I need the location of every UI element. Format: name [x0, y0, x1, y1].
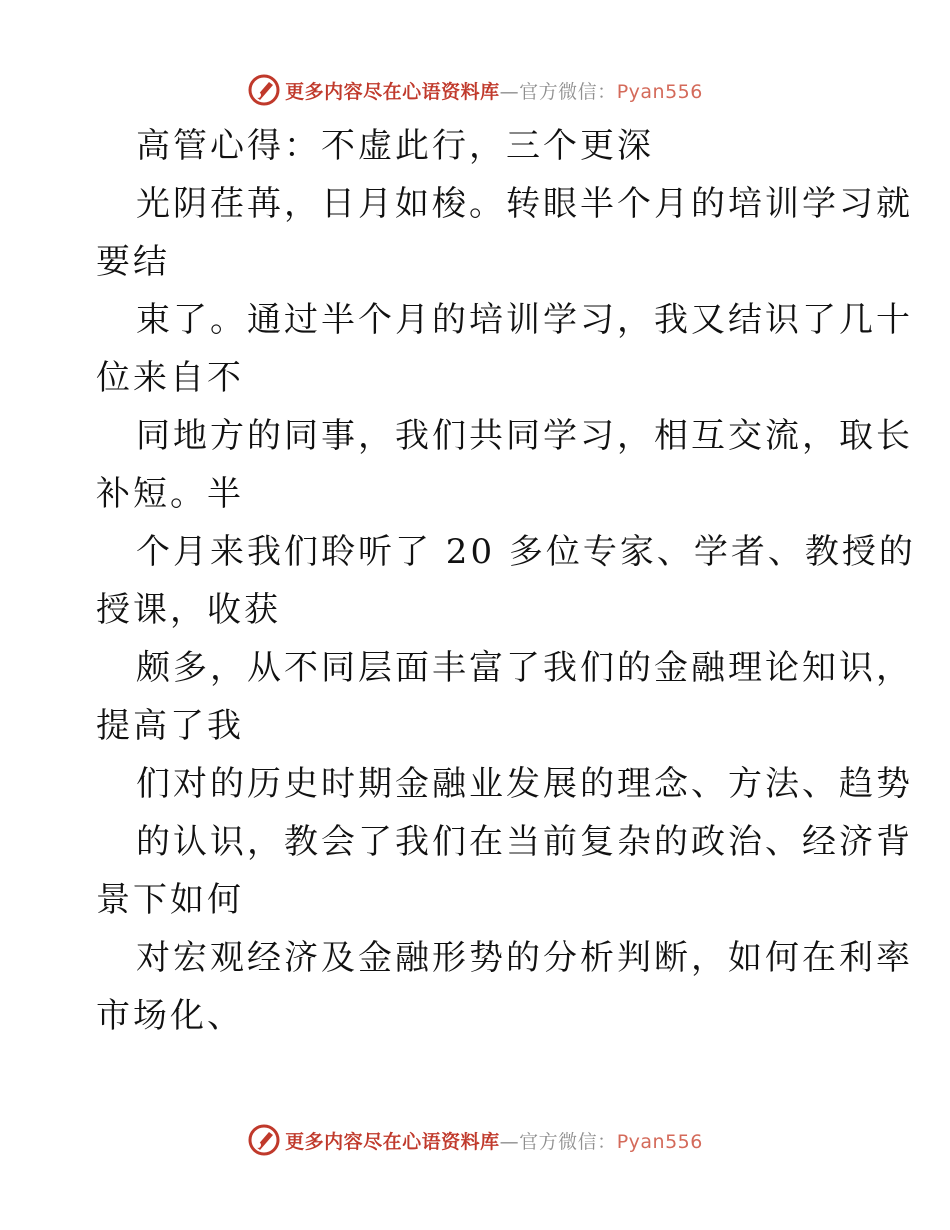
text-line: 授课，收获	[96, 590, 281, 630]
text-line: 束了。通过半个月的培训学习，我又结识了几十	[136, 300, 913, 340]
text-line: 的认识，教会了我们在当前复杂的政治、经济背	[136, 822, 913, 862]
header-banner	[0, 70, 950, 110]
text-line: 要结	[96, 242, 170, 282]
text-line: 颇多，从不同层面丰富了我们的金融理论知识，	[136, 648, 913, 688]
header-dash: —	[499, 80, 520, 103]
text-line: 补短。半	[96, 474, 244, 514]
text-line: 对宏观经济及金融形势的分析判断，如何在利率	[136, 938, 913, 978]
text-line: 景下如何	[96, 880, 244, 920]
header-wechat-id: Pyan556	[616, 80, 703, 103]
brand-logo-icon	[247, 73, 281, 107]
footer-dash: —	[499, 1130, 520, 1153]
text-line: 光阴荏苒，日月如梭。转眼半个月的培训学习就	[136, 184, 913, 224]
text-line: 同地方的同事，我们共同学习，相互交流，取长	[136, 416, 913, 456]
footer-banner	[0, 1120, 950, 1160]
footer-wechat-id: Pyan556	[616, 1130, 703, 1153]
text-line: 位来自不	[96, 358, 244, 398]
footer-site-text: 更多内容尽在心语资料库	[285, 1130, 500, 1153]
document-body	[96, 117, 916, 1045]
brand-logo-icon	[247, 1123, 281, 1157]
text-line: 个月来我们聆听了 20 多位专家、学者、教授的	[136, 532, 916, 572]
text-line: 们对的历史时期金融业发展的理念、方法、趋势	[136, 764, 913, 804]
document-title: 高管心得：不虚此行，三个更深	[136, 126, 654, 166]
footer-text	[285, 1127, 703, 1154]
header-text	[285, 77, 703, 104]
header-site-text: 更多内容尽在心语资料库	[285, 80, 500, 103]
text-line: 市场化、	[96, 996, 244, 1036]
header-wechat-label: 官方微信：	[519, 80, 617, 103]
text-line: 提高了我	[96, 706, 244, 746]
footer-wechat-label: 官方微信：	[519, 1130, 617, 1153]
